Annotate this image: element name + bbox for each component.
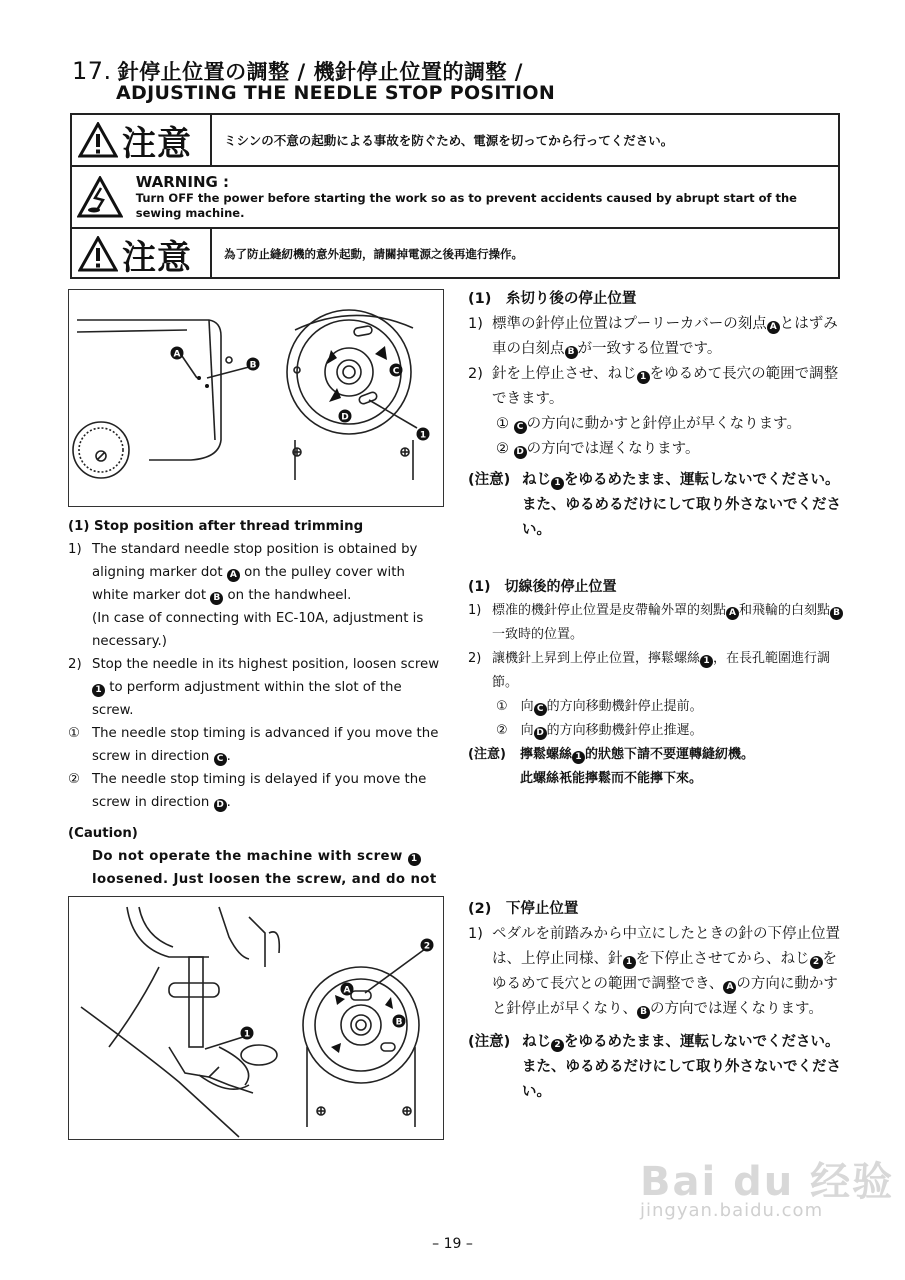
cn-item-2: 2) 讓機針上昇到上停止位置，擰鬆螺絲 1 ，在長孔範圍進行調節。	[468, 651, 831, 690]
marker-c-label: C	[392, 366, 400, 377]
page-title-en: ADJUSTING THE NEEDLE STOP POSITION	[116, 82, 556, 104]
english-caution-text: Do not operate the machine with screw 1 loosened. Just loosen the screw, and do not	[92, 849, 437, 887]
marker-d-dot: D	[214, 799, 227, 812]
marker-d-label: D	[341, 412, 349, 423]
marker-1-label: 1	[243, 1029, 251, 1040]
warning-triangle-icon	[78, 236, 118, 272]
section-number: 17.	[72, 57, 112, 85]
baidu-watermark-logo: Bai du 经验	[640, 1159, 895, 1205]
marker-b-dot: B	[210, 592, 223, 605]
marker-a-dot: A	[227, 569, 240, 582]
jp-s2-heading: (2) 下停止位置	[468, 901, 579, 917]
warning-triangle-icon	[78, 122, 118, 158]
jp-s2-item-1: 1) ペダルを前踏みから中立にしたときの針の下停止位置は、上停止同様、針 1 を下停止させてから、ねじ 2 をゆるめて長穴との範囲で調整でき、 A の方向に動かすと針停止が早くなり、 B の方向では遅くなります。	[468, 926, 840, 1017]
english-item-1: 1) The standard needle stop position is obtained by aligning marker dot A on the pulley cover with white marker dot B on the handwheel. (In case of connecting with EC-10A, adjustment is necessary.)	[68, 542, 424, 649]
warning-row-en	[72, 167, 838, 229]
warning-row-jp	[72, 115, 838, 167]
electric-shock-warning	[72, 176, 128, 218]
english-sub-1: ① The needle stop timing is advanced if you move the screw in direction C .	[68, 726, 439, 764]
jp-s1-item-1: 1) 標準の針停止位置はプーリーカバーの刻点 A とはずみ車の白刻点 B が一致する位置です。	[468, 316, 838, 357]
marker-a-label: A	[173, 349, 181, 360]
japanese-section-1	[468, 287, 844, 543]
warning-row-cn	[72, 229, 838, 279]
marker-1-dot: 1	[92, 684, 105, 697]
marker-2-label: 2	[423, 941, 431, 952]
cn-sub-2: ② 向 D 的方向移動機針停止推遲。	[496, 723, 703, 738]
jp-s1-heading: (1) 糸切り後の停止位置	[468, 291, 637, 307]
pulley-illustration	[69, 290, 442, 505]
marker-c-dot: C	[214, 753, 227, 766]
baidu-watermark-url: jingyan.baidu.com	[640, 1200, 824, 1221]
jp-s1-caution: (注意) ねじ 1 をゆるめたまま、運転しないでください。 また、ゆるめるだけにして取り外さないでください。	[468, 472, 841, 538]
cn-heading: (1) 切線後的停止位置	[468, 579, 617, 595]
figure-lower-stop-position	[68, 896, 444, 1140]
jp-s1-sub-1: ① C の方向に動かすと針停止が早くなります。	[496, 416, 801, 432]
jp-s1-sub-2: ② D の方向では遅くなります。	[496, 441, 700, 457]
marker-b-label: B	[395, 1017, 403, 1028]
warning-text-jp: ミシンの不意の起動による事故を防ぐため、電源を切ってから行ってください。	[224, 133, 674, 148]
english-sub-2: ② The needle stop timing is delayed if you move the screw in direction D .	[68, 772, 427, 810]
english-column	[68, 515, 444, 914]
cn-item-1: 1) 標准的機針停止位置是皮帶輪外罩的刻點 A 和飛輪的白刻點 B一致時的位置。	[468, 599, 844, 647]
warning-heading: WARNING :	[135, 173, 230, 191]
caution-label: 注意	[122, 123, 192, 164]
marker-a-label: A	[343, 985, 351, 996]
caution-tag-cn	[72, 229, 212, 279]
english-item-2: 2) Stop the needle in its highest position, loosen screw 1 to perform adjustment within the slot of the screw.	[68, 657, 440, 718]
japanese-section-2	[468, 897, 844, 1105]
needle-bar-illustration	[69, 897, 442, 1138]
english-section1-heading: (1) Stop position after thread trimming	[68, 519, 364, 534]
marker-1-label: 1	[419, 430, 427, 441]
cn-caution: (注意) 擰鬆螺絲 1 的狀態下請不要運轉縫紉機。 此螺絲衹能擰鬆而不能擰下來。	[468, 747, 755, 786]
marker-b-label: B	[249, 360, 257, 371]
caution-label: 注意	[122, 237, 192, 278]
cn-sub-1: ① 向 C 的方向移動機針停止提前。	[496, 699, 703, 714]
english-item-1-note: (In case of connecting with EC-10A, adjustment is necessary.)	[92, 611, 424, 649]
warning-box	[70, 113, 840, 279]
electric-hazard-icon	[77, 176, 123, 218]
jp-s1-item-2: 2) 針を上停止させ、ねじ 1 をゆるめて長穴の範囲で調整できます。	[468, 366, 839, 407]
warning-text-cn: 為了防止縫紉機的意外起動，請關掉電源之後再進行操作。	[224, 247, 523, 261]
warning-en-block	[128, 173, 838, 221]
english-caution-heading: (Caution)	[68, 826, 138, 841]
page-number: – 19 –	[432, 1236, 473, 1252]
figure-stop-position	[68, 289, 444, 507]
page-title-jp: 17. 針停止位置の調整 / 機針停止位置的調整 /	[72, 57, 523, 85]
jp-s2-caution: (注意) ねじ 2 をゆるめたまま、運転しないでください。 また、ゆるめるだけにして取り外さないでください。	[468, 1034, 841, 1100]
caution-tag	[72, 115, 212, 165]
chinese-section	[468, 575, 844, 791]
marker-1-dot: 1	[408, 853, 421, 866]
warning-text-en: Turn OFF the power before starting the work so as to prevent accidents caused by abrupt start of the sewing machine.	[135, 191, 797, 220]
